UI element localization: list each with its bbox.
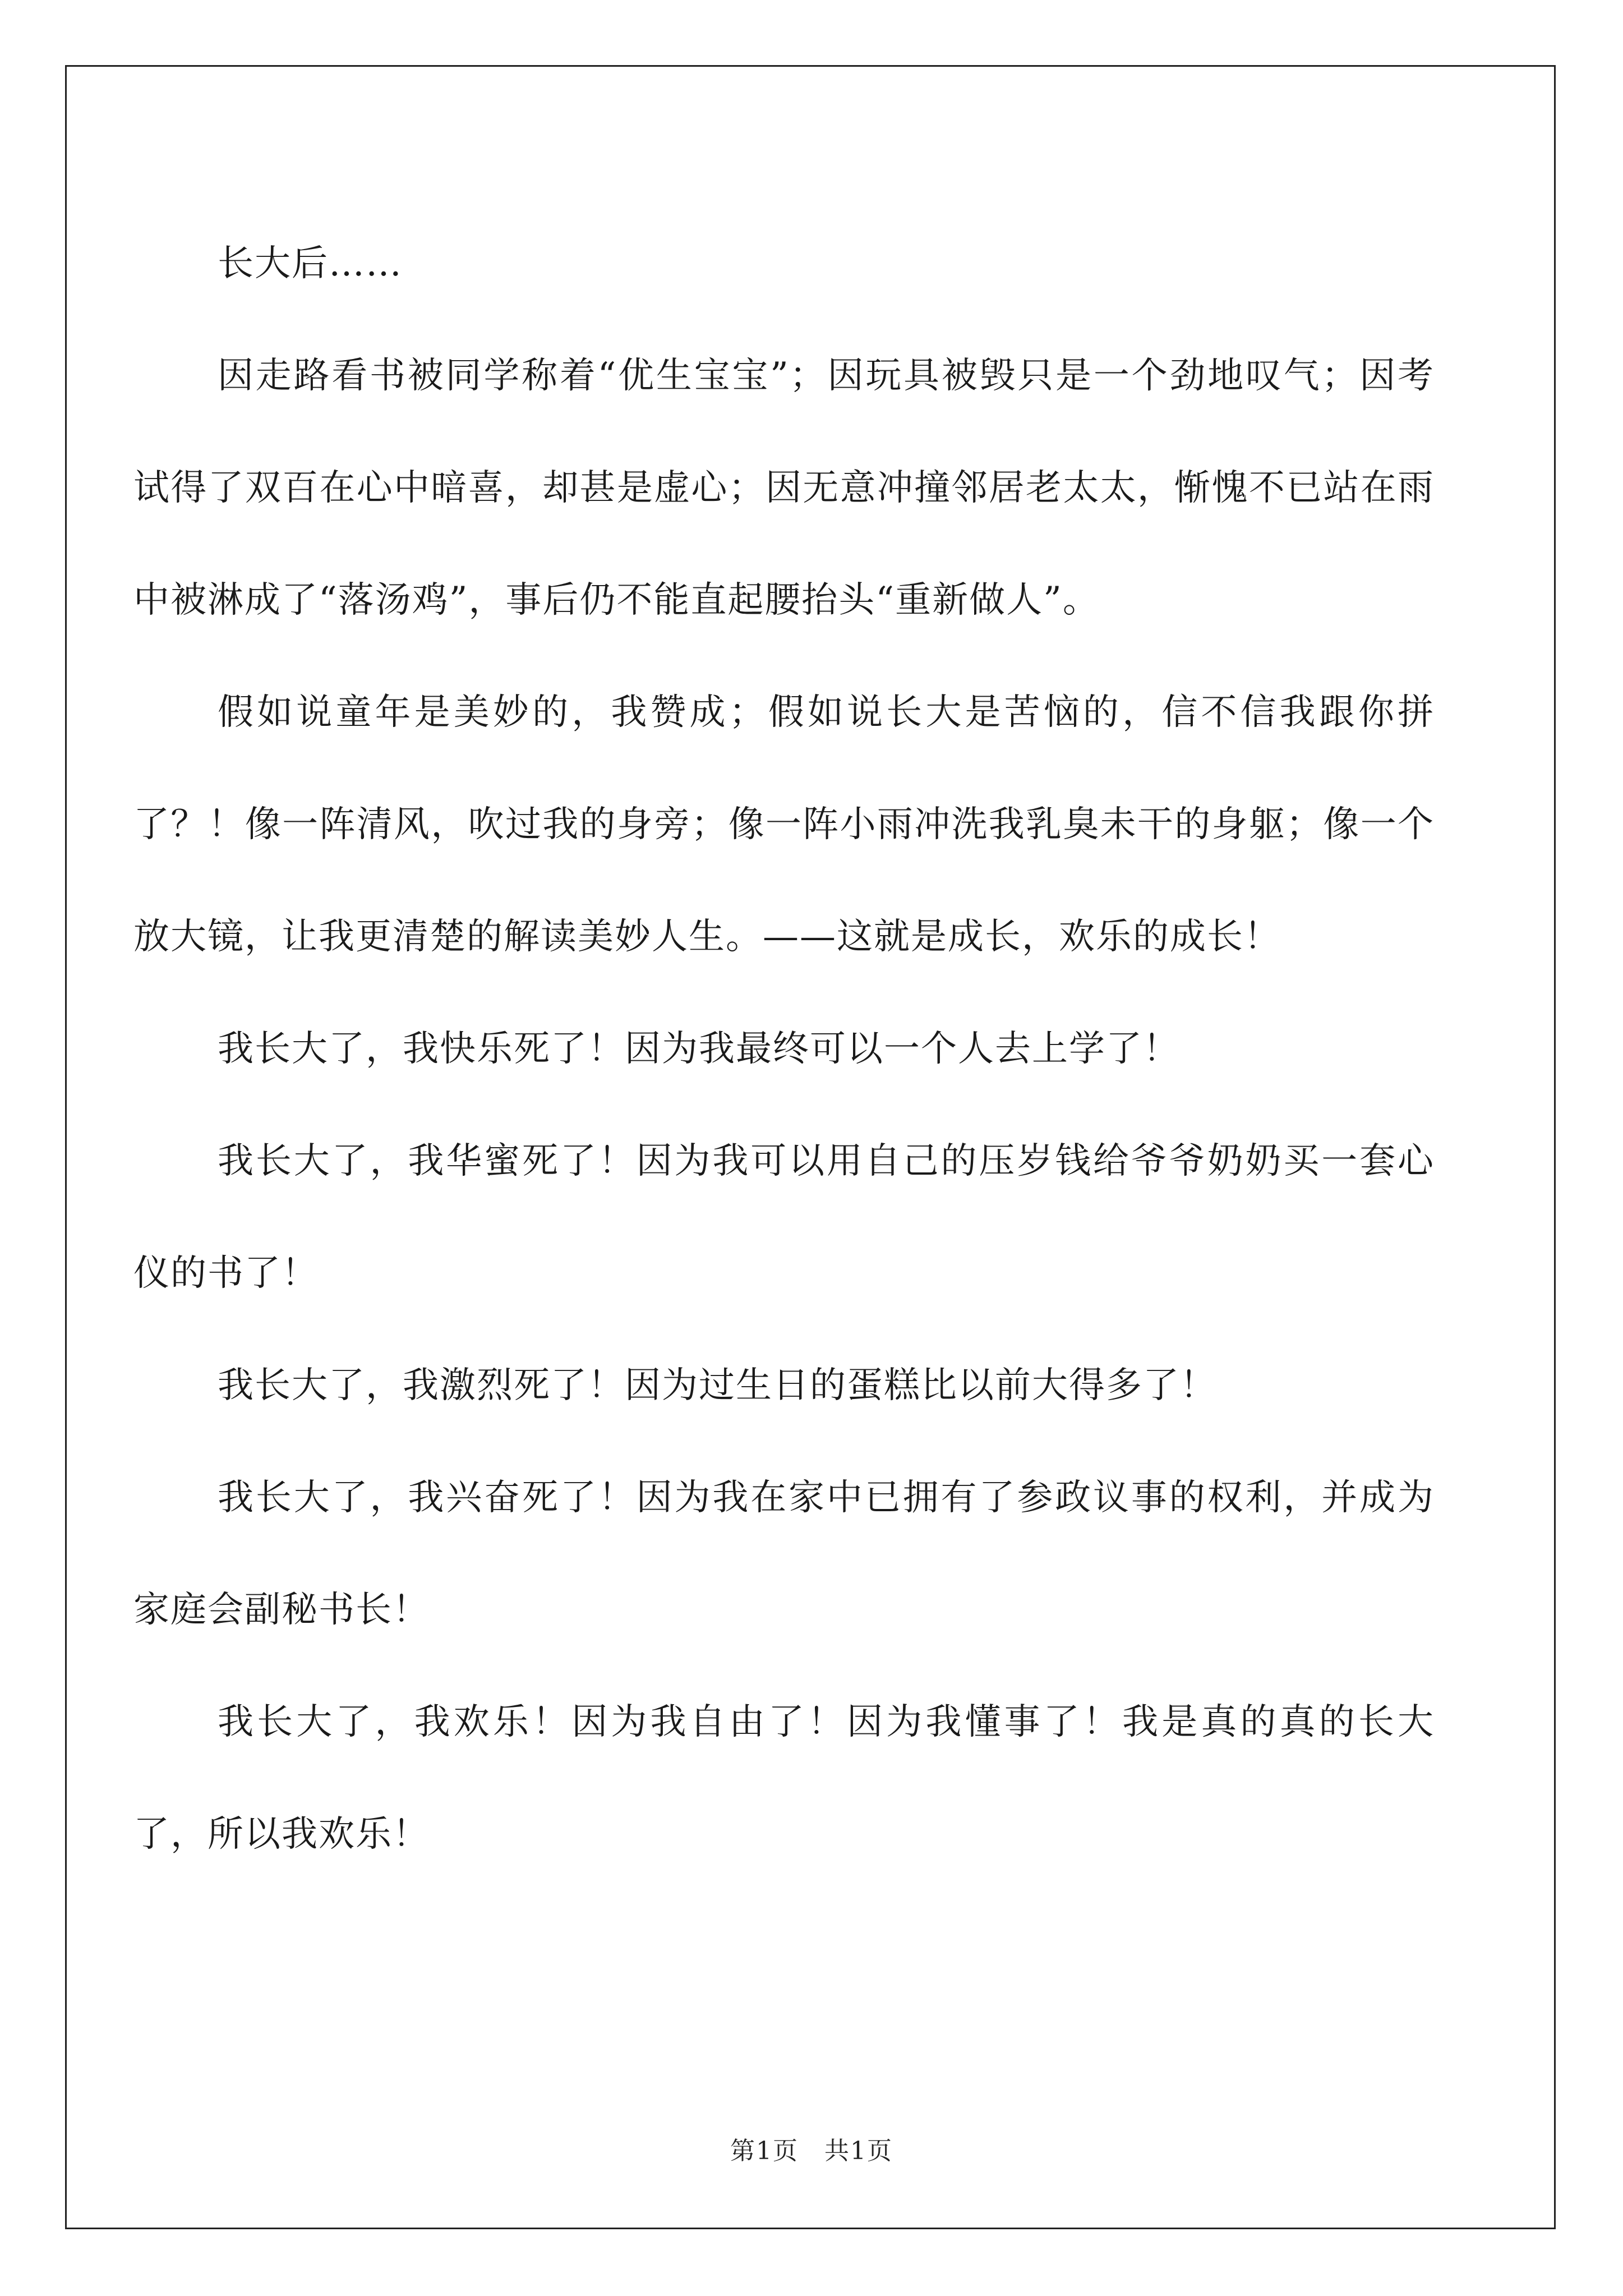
- paragraph-7: 我长大了，我兴奋死了！因为我在家中已拥有了参政议事的权利，并成为家庭会副秘书长！: [133, 1477, 1435, 1631]
- paragraph-8: 我长大了，我欢乐！因为我自由了！因为我懂事了！我是真的真的长大了，所以我欢乐！: [133, 1701, 1435, 1855]
- paragraph-6: 我长大了，我激烈死了！因为过生日的蛋糕比以前大得多了！: [218, 1365, 1217, 1406]
- document-body: [133, 208, 1435, 1890]
- paragraph-4: 我长大了，我快乐死了！因为我最终可以一个人去上学了！: [218, 1028, 1180, 1070]
- page-footer: 第1页 共1页: [730, 2137, 893, 2165]
- paragraph-1: 长大后……: [218, 243, 403, 284]
- paragraph-5: 我长大了，我华蜜死了！因为我可以用自己的压岁钱给爷爷奶奶买一套心仪的书了！: [133, 1140, 1435, 1294]
- paragraph-2: 因走路看书被同学称着“优生宝宝”；因玩具被毁只是一个劲地叹气；因考试得了双百在心中暗喜，却甚是虚心；因无意冲撞邻居老太太，惭愧不已站在雨中被淋成了“落汤鸡”，事后仍不能直起腰抬头“重新做人”。: [133, 355, 1435, 621]
- paragraph-3: 假如说童年是美妙的，我赞成；假如说长大是苦恼的，信不信我跟你拼了？！像一阵清风，吹过我的身旁；像一阵小雨冲洗我乳臭未干的身躯；像一个放大镜，让我更清楚的解读美妙人生。——这就是成长，欢乐的成长！: [133, 692, 1435, 958]
